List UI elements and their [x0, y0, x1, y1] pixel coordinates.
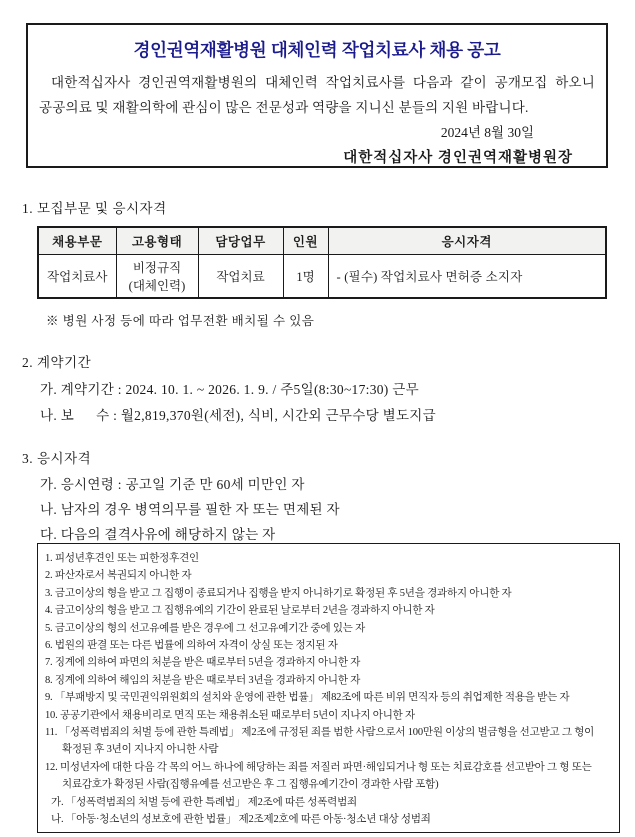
cell-position: 작업치료사	[38, 255, 116, 299]
list-item: 8. 징계에 의하여 해임의 처분을 받은 때로부터 3년을 경과하지 아니한 자	[45, 674, 361, 686]
disqualification-box	[37, 543, 620, 833]
list-item: 3. 금고이상의 형을 받고 그 집행이 종료되거나 집행을 받지 아니하기로 확정된 후 5년을 경과하지 아니한 자	[45, 587, 512, 599]
cell-qualification: - (필수) 작업치료사 면허증 소지자	[328, 255, 606, 299]
table-header-count: 인원	[283, 227, 328, 255]
recruitment-table	[37, 226, 607, 299]
age-requirement-line: 가. 응시연령 : 공고일 기준 만 60세 미만인 자	[40, 477, 305, 492]
list-item: 4. 금고이상의 형을 받고 그 집행유예의 기간이 완료된 날로부터 2년을 경과하지 아니한 자	[45, 605, 435, 617]
contract-period-line: 가. 계약기간 : 2024. 10. 1. ~ 2026. 1. 9. / 주5일(8:30~17:30) 근무	[40, 382, 419, 397]
list-item: 10. 공공기관에서 채용비리로 면직 또는 채용취소된 때로부터 5년이 지나지 아니한 자	[45, 709, 415, 721]
table-header-duty: 담당업무	[198, 227, 283, 255]
notice-body-paragraph: 대한적십자사 경인권역재활병원의 대체인력 작업치료사를 다음과 같이 공개모집 하오니 공공의료 및 재활의학에 관심이 많은 전문성과 역량을 지니신 분들의 지원 바랍니다.	[39, 75, 595, 115]
table-header-position: 채용부문	[38, 227, 116, 255]
section-2-heading: 2. 계약기간	[22, 355, 92, 370]
table-header-employment-type: 고용형태	[116, 227, 198, 255]
notice-date: 2024년 8월 30일	[440, 125, 534, 140]
list-item: 2. 파산자로서 복권되지 아니한 자	[45, 570, 192, 582]
list-item: 6. 법원의 판결 또는 다른 법률에 의하여 자격이 상실 또는 정지된 자	[45, 640, 338, 652]
table-header-row	[38, 227, 606, 255]
list-item: 7. 징계에 의하여 파면의 처분을 받은 때로부터 5년을 경과하지 아니한 자	[45, 657, 361, 669]
table-note: ※ 병원 사정 등에 따라 업무전환 배치될 수 있음	[46, 314, 315, 328]
employment-type-line2: (대체인력)	[128, 279, 186, 293]
notice-title: 경인권역재활병원 대체인력 작업치료사 채용 공고	[133, 40, 501, 60]
cell-count: 1명	[283, 255, 328, 299]
section-1-heading: 1. 모집부문 및 응시자격	[22, 201, 167, 216]
table-header-qualification: 응시자격	[328, 227, 606, 255]
disqualification-intro-line: 다. 다음의 결격사유에 해당하지 않는 자	[40, 527, 276, 542]
list-item: 1. 피성년후견인 또는 피한정후견인	[45, 553, 199, 564]
list-subitem: 가. 「성폭력범죄의 처벌 등에 관한 특례법」 제2조에 따른 성폭력범죄	[51, 796, 357, 808]
cell-duty: 작업치료	[198, 255, 283, 299]
cell-employment-type	[116, 255, 198, 299]
section-3-heading: 3. 응시자격	[22, 451, 92, 466]
list-item: 5. 금고이상의 형의 선고유예를 받은 경우에 그 선고유예기간 중에 있는 자	[45, 622, 366, 634]
notice-signature: 대한적십자사 경인권역재활병원장	[343, 150, 573, 166]
list-item: 12. 미성년자에 대한 다음 각 목의 어느 하나에 해당하는 죄를 저질러 파면·해임되거나 형 또는 치료감호를 선고받아 그 형 또는 치료감호가 확정된 사람(집행유예를 선고받은 후 그 집행유예기간이 경과한 사람 포함)	[45, 761, 592, 791]
list-item: 11. 「성폭력범죄의 처벌 등에 관한 특례법」 제2조에 규정된 죄를 범한 사람으로서 100만원 이상의 벌금형을 선고받고 그 형이 확정된 후 3년이 지나지 아니한 사람	[45, 727, 595, 756]
employment-type-line1: 비정규직	[132, 261, 182, 275]
notice-header-box	[26, 23, 608, 168]
list-subitem: 나. 「아동·청소년의 성보호에 관한 법률」 제2조제2호에 따른 아동·청소년 대상 성범죄	[51, 814, 431, 826]
list-item: 9. 「부패방지 및 국민권익위원회의 설치와 운영에 관한 법률」 제82조에 따른 비위 면직자 등의 취업제한 적용을 받는 자	[45, 692, 570, 704]
military-service-line: 나. 남자의 경우 병역의무를 필한 자 또는 면제된 자	[40, 502, 340, 517]
table-row	[38, 255, 606, 299]
salary-line: 나. 보 수 : 월2,819,370원(세전), 식비, 시간외 근무수당 별도지급	[40, 408, 436, 423]
